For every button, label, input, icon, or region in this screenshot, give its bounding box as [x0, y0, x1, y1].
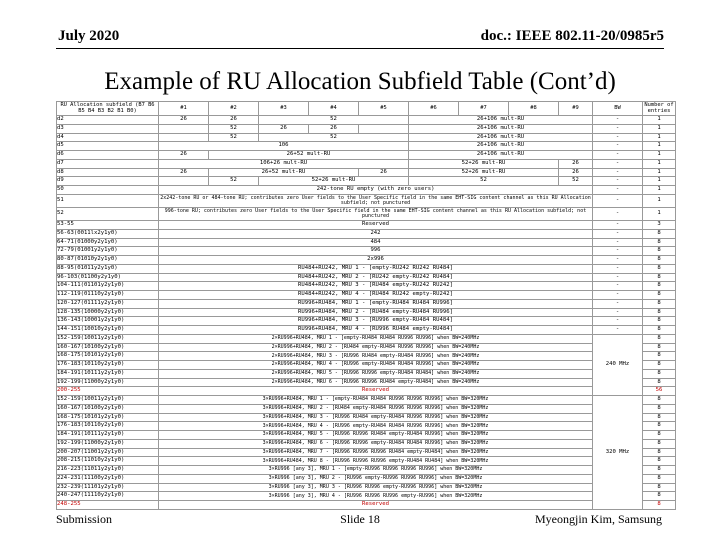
- ru-cell: 3×RU996+RU484, MRU 4 - [RU996 empty-RU484 RU484 RU996 RU996] when BW=320MHz: [159, 422, 593, 431]
- row-key: 248-255: [57, 501, 159, 510]
- table-row: [57, 308, 676, 317]
- row-key: 200-207(11001y2y1y0): [57, 448, 159, 457]
- entries-cell: 8: [643, 396, 676, 405]
- table-row: [57, 439, 676, 448]
- row-key: 50: [57, 186, 159, 195]
- entries-cell: 1: [643, 168, 676, 177]
- table-row: [57, 151, 676, 160]
- row-key: 96-103(01100y2y1y0): [57, 273, 159, 282]
- ru-cell: 106+26 mult-RU: [159, 159, 409, 168]
- table-row: [57, 466, 676, 475]
- row-key: 152-159(10011y2y1y0): [57, 396, 159, 405]
- entries-cell: 8: [643, 431, 676, 440]
- table-row: [57, 492, 676, 501]
- table-row: [57, 238, 676, 247]
- entries-cell: 8: [643, 466, 676, 475]
- ru-cell: 3×RU996 [any 3], MRU 4 - [RU996 RU996 RU996 empty-RU996] when BW=320MHz: [159, 492, 593, 501]
- ru-cell: Reserved: [159, 221, 593, 230]
- table-row: [57, 177, 676, 186]
- row-key: d6: [57, 151, 159, 160]
- bw-cell: -: [593, 308, 643, 317]
- ru-cell: 996: [159, 247, 593, 256]
- allocation-grid: [56, 101, 676, 510]
- table-row: [57, 317, 676, 326]
- row-key: 192-199(11000y2y1y0): [57, 378, 159, 387]
- bw-cell: -: [593, 142, 643, 151]
- entries-cell: 8: [643, 282, 676, 291]
- entries-cell: 1: [643, 159, 676, 168]
- entries-cell: 8: [643, 326, 676, 335]
- ru-cell: 26+106 mult-RU: [409, 142, 593, 151]
- table-row: [57, 326, 676, 335]
- header-key: RU Allocation subfield (B7 B6 B5 B4 B3 B2 B1 B0): [57, 102, 159, 116]
- table-row: [57, 142, 676, 151]
- table-row: [57, 256, 676, 265]
- ru-cell: 26: [259, 124, 309, 133]
- entries-cell: 8: [643, 492, 676, 501]
- row-key: 208-215(11010y2y1y0): [57, 457, 159, 466]
- ru-cell: 2×RU996+RU484, MRU 1 - [empty-RU484 RU484 RU996 RU996] when BW=240MHz: [159, 334, 593, 343]
- slide-title: Example of RU Allocation Subfield Table (Cont’d): [104, 68, 616, 95]
- table-row: [57, 396, 676, 405]
- bw-cell: -: [593, 264, 643, 273]
- row-key: 104-111(01101y2y1y0): [57, 282, 159, 291]
- table-row: [57, 159, 676, 168]
- bw-cell: -: [593, 282, 643, 291]
- row-key: 192-199(11000y2y1y0): [57, 439, 159, 448]
- bw-cell: -: [593, 151, 643, 160]
- ru-cell: Reserved: [159, 387, 593, 396]
- footer-slide-number: Slide 18: [340, 512, 380, 526]
- ru-cell: 996-tone RU; contributes zero User fields to the User Specific field in the same EHT-SIG content channel as this RU Allocation subfield; not punctured: [159, 207, 593, 220]
- header-ru-1: #1: [159, 102, 209, 116]
- table-row: [57, 133, 676, 142]
- row-key: 120-127(01111y2y1y0): [57, 299, 159, 308]
- table-row: [57, 282, 676, 291]
- row-key: 80-87(01010y2y1y0): [57, 256, 159, 265]
- entries-cell: 1: [643, 177, 676, 186]
- header-ru-2: #2: [209, 102, 259, 116]
- bw-cell: -: [593, 194, 643, 207]
- row-key: 88-95(01011y2y1y0): [57, 264, 159, 273]
- entries-cell: 8: [643, 247, 676, 256]
- ru-cell: 2×RU996+RU484, MRU 6 - [RU996 RU996 RU484 empty-RU484] when BW=240MHz: [159, 378, 593, 387]
- entries-cell: 8: [643, 229, 676, 238]
- ru-cell: 2×RU996+RU484, MRU 3 - [RU996 RU484 empty-RU484 RU996] when BW=240MHz: [159, 352, 593, 361]
- ru-cell: 52+26 mult-RU: [259, 177, 409, 186]
- ru-cell: 52: [209, 133, 259, 142]
- bw-cell: -: [593, 238, 643, 247]
- table-row: [57, 457, 676, 466]
- table-row: [57, 124, 676, 133]
- ru-cell: [359, 124, 409, 133]
- entries-cell: 8: [643, 264, 676, 273]
- row-key: d4: [57, 133, 159, 142]
- table-row: [57, 404, 676, 413]
- row-key: 216-223(11011y2y1y0): [57, 466, 159, 475]
- row-key: 136-143(10001y2y1y0): [57, 317, 159, 326]
- table-row: [57, 343, 676, 352]
- table-row: [57, 378, 676, 387]
- footer-author: Myeongjin Kim, Samsung: [534, 512, 662, 526]
- entries-cell: 1: [643, 186, 676, 195]
- entries-cell: 56: [643, 387, 676, 396]
- ru-cell: 52: [209, 177, 259, 186]
- ru-cell: 52: [409, 177, 559, 186]
- bw-cell: -: [593, 168, 643, 177]
- table-row: [57, 501, 676, 510]
- ru-cell: 26: [159, 168, 209, 177]
- entries-cell: 3: [643, 221, 676, 230]
- entries-cell: 8: [643, 256, 676, 265]
- row-key: 51: [57, 194, 159, 207]
- row-key: 168-175(10101y2y1y0): [57, 352, 159, 361]
- row-key: 112-119(01110y2y1y0): [57, 291, 159, 300]
- entries-cell: 1: [643, 207, 676, 220]
- entries-cell: 1: [643, 151, 676, 160]
- ru-cell: RU484+RU242, MRU 3 - [RU484 empty-RU242 RU242]: [159, 282, 593, 291]
- bw-cell: -: [593, 256, 643, 265]
- row-key: d3: [57, 124, 159, 133]
- ru-cell: [159, 177, 209, 186]
- row-key: d8: [57, 168, 159, 177]
- entries-cell: 1: [643, 133, 676, 142]
- entries-cell: 8: [643, 448, 676, 457]
- row-key: 200-255: [57, 387, 159, 396]
- table-row: [57, 422, 676, 431]
- ru-cell: 3×RU996+RU484, MRU 3 - [RU996 RU484 empty-RU484 RU996 RU996] when BW=320MHz: [159, 413, 593, 422]
- table-row: [57, 207, 676, 220]
- ru-cell: [159, 124, 209, 133]
- ru-cell: RU484+RU242, MRU 2 - [RU242 empty-RU242 RU484]: [159, 273, 593, 282]
- ru-cell: RU996+RU484, MRU 4 - [RU996 RU484 empty-RU484]: [159, 326, 593, 335]
- ru-cell: 3×RU996 [any 3], MRU 2 - [RU996 empty-RU996 RU996 RU996] when BW=320MHz: [159, 474, 593, 483]
- table-row: [57, 186, 676, 195]
- ru-cell: RU996+RU484, MRU 1 - [empty-RU484 RU484 RU996]: [159, 299, 593, 308]
- row-key: 64-71(01000y2y1y0): [57, 238, 159, 247]
- table-row: [57, 299, 676, 308]
- table-row: [57, 361, 676, 370]
- row-key: 240-247(11110y2y1y0): [57, 492, 159, 501]
- ru-cell: 26: [559, 159, 593, 168]
- table-row: [57, 194, 676, 207]
- table-row: [57, 431, 676, 440]
- entries-cell: 8: [643, 404, 676, 413]
- ru-cell: 26: [159, 151, 209, 160]
- table-row: [57, 413, 676, 422]
- ru-cell: 484: [159, 238, 593, 247]
- bw-cell: -: [593, 221, 643, 230]
- bw-cell: -: [593, 186, 643, 195]
- table-row: [57, 229, 676, 238]
- ru-cell: 26: [309, 124, 359, 133]
- ru-cell: 26+52 mult-RU: [209, 168, 359, 177]
- ru-cell: 3×RU996+RU484, MRU 6 - [RU996 RU996 empty-RU484 RU484 RU996] when BW=320MHz: [159, 439, 593, 448]
- entries-cell: 1: [643, 142, 676, 151]
- bw-cell-240: 240 MHz: [593, 334, 643, 395]
- table-row: [57, 334, 676, 343]
- ru-cell: 26+106 mult-RU: [409, 133, 593, 142]
- row-key: 184-191(10111y2y1y0): [57, 369, 159, 378]
- ru-cell: 3×RU996+RU484, MRU 7 - [RU996 RU996 RU996 RU484 empty-RU484] when BW=320MHz: [159, 448, 593, 457]
- entries-cell: 8: [643, 291, 676, 300]
- table-row: [57, 247, 676, 256]
- table-row: [57, 483, 676, 492]
- ru-cell: 52: [259, 116, 409, 125]
- bw-cell: -: [593, 124, 643, 133]
- bw-cell: -: [593, 177, 643, 186]
- ru-cell: 2×RU996+RU484, MRU 5 - [RU996 RU996 empty-RU484 RU484] when BW=240MHz: [159, 369, 593, 378]
- ru-cell: 3×RU996+RU484, MRU 8 - [RU996 RU996 RU996 empty-RU484 RU484] when BW=320MHz: [159, 457, 593, 466]
- header-entries: Number of entries: [643, 102, 676, 116]
- entries-cell: 8: [643, 483, 676, 492]
- ru-cell: 26+52 mult-RU: [209, 151, 409, 160]
- row-key: d2: [57, 116, 159, 125]
- table-row: [57, 264, 676, 273]
- entries-cell: 8: [643, 439, 676, 448]
- entries-cell: 8: [643, 317, 676, 326]
- bw-cell: -: [593, 159, 643, 168]
- bw-cell: -: [593, 291, 643, 300]
- row-key: 56-63(0011lx2y1y0): [57, 229, 159, 238]
- ru-cell: 52+26 mult-RU: [409, 159, 559, 168]
- header-ru-4: #4: [309, 102, 359, 116]
- entries-cell: 8: [643, 369, 676, 378]
- row-key: d5: [57, 142, 159, 151]
- bw-cell: -: [593, 247, 643, 256]
- row-key: 128-135(10000y2y1y0): [57, 308, 159, 317]
- row-key: d9: [57, 177, 159, 186]
- ru-cell: 52: [259, 133, 409, 142]
- ru-cell: [159, 133, 209, 142]
- ru-cell: 52: [559, 177, 593, 186]
- ru-cell: 26: [559, 168, 593, 177]
- row-key: 160-167(10100y2y1y0): [57, 343, 159, 352]
- ru-cell: 3×RU996 [any 3], MRU 1 - [empty-RU996 RU996 RU996 RU996] when BW=320MHz: [159, 466, 593, 475]
- entries-cell: 8: [643, 501, 676, 510]
- row-key: 168-175(10101y2y1y0): [57, 413, 159, 422]
- row-key: 184-191(10111y2y1y0): [57, 431, 159, 440]
- bw-cell: -: [593, 116, 643, 125]
- entries-cell: 8: [643, 361, 676, 370]
- row-key: 160-167(10100y2y1y0): [57, 404, 159, 413]
- ru-cell: RU996+RU484, MRU 2 - [RU484 empty-RU484 RU996]: [159, 308, 593, 317]
- entries-cell: 1: [643, 116, 676, 125]
- entries-cell: 8: [643, 413, 676, 422]
- header-ru-6: #6: [409, 102, 459, 116]
- ru-cell: 26+106 mult-RU: [409, 151, 593, 160]
- ru-allocation-table: [56, 101, 675, 510]
- row-key: 152-159(10011y2y1y0): [57, 334, 159, 343]
- entries-cell: 8: [643, 308, 676, 317]
- ru-cell: 2×RU996+RU484, MRU 4 - [RU996 empty-RU484 RU484 RU996] when BW=240MHz: [159, 361, 593, 370]
- header-ru-7: #7: [459, 102, 509, 116]
- ru-cell: 3×RU996+RU484, MRU 1 - [empty-RU484 RU484 RU996 RU996 RU996] when BW=320MHz: [159, 396, 593, 405]
- entries-cell: 8: [643, 273, 676, 282]
- table-row: [57, 387, 676, 396]
- entries-cell: 8: [643, 352, 676, 361]
- ru-cell: 3×RU996 [any 3], MRU 3 - [RU996 RU996 empty-RU996 RU996] when BW=320MHz: [159, 483, 593, 492]
- row-key: 52: [57, 207, 159, 220]
- table-row: [57, 168, 676, 177]
- entries-cell: 8: [643, 238, 676, 247]
- header-ru-9: #9: [559, 102, 593, 116]
- row-key: 176-183(10110y2y1y0): [57, 361, 159, 370]
- entries-cell: 8: [643, 343, 676, 352]
- entries-cell: 8: [643, 474, 676, 483]
- header-ru-3: #3: [259, 102, 309, 116]
- bw-cell: -: [593, 299, 643, 308]
- ru-cell: 52+26 mult-RU: [409, 168, 559, 177]
- ru-cell: 3×RU996+RU484, MRU 5 - [RU996 RU996 RU484 empty-RU484 RU996] when BW=320MHz: [159, 431, 593, 440]
- header-rule: [56, 48, 664, 49]
- bw-cell: -: [593, 207, 643, 220]
- entries-cell: 1: [643, 124, 676, 133]
- ru-cell: 26+106 mult-RU: [409, 124, 593, 133]
- table-row: [57, 273, 676, 282]
- ru-cell: RU996+RU484, MRU 3 - [RU996 empty-RU484 RU484]: [159, 317, 593, 326]
- ru-cell: 26: [159, 116, 209, 125]
- bw-cell: -: [593, 326, 643, 335]
- table-row: [57, 116, 676, 125]
- row-key: 72-79(01001y2y1y0): [57, 247, 159, 256]
- row-key: 176-183(10110y2y1y0): [57, 422, 159, 431]
- ru-cell: 242-tone RU empty (with zero users): [159, 186, 593, 195]
- row-key: 224-231(11100y2y1y0): [57, 474, 159, 483]
- header-ru-8: #8: [509, 102, 559, 116]
- ru-cell: Reserved: [159, 501, 593, 510]
- entries-cell: 8: [643, 378, 676, 387]
- header-doc-id: doc.: IEEE 802.11-20/0985r5: [480, 28, 664, 44]
- bw-cell: -: [593, 317, 643, 326]
- ru-cell: 2×RU996+RU484, MRU 2 - [RU484 empty-RU484 RU996 RU996] when BW=240MHz: [159, 343, 593, 352]
- entries-cell: 1: [643, 194, 676, 207]
- header-bw: BW: [593, 102, 643, 116]
- bw-cell: -: [593, 229, 643, 238]
- ru-cell: 26+106 mult-RU: [409, 116, 593, 125]
- bw-cell: -: [593, 273, 643, 282]
- ru-cell: 2x996: [159, 256, 593, 265]
- entries-cell: 8: [643, 334, 676, 343]
- ru-cell: 2x242-tone RU or 484-tone RU; contributes zero User fields to the User Specific field in the same EHT-SIG content channel as this RU Allocation subfield; not punctured: [160, 194, 591, 206]
- table-row: [57, 448, 676, 457]
- ru-cell: 106: [159, 142, 409, 151]
- header-date: July 2020: [58, 28, 120, 44]
- entries-cell: 8: [643, 457, 676, 466]
- bw-cell-320: 320 MHz: [593, 396, 643, 510]
- table-row: [57, 369, 676, 378]
- ru-cell: RU484+RU242, MRU 4 - [RU484 RU242 empty-RU242]: [159, 291, 593, 300]
- header-ru-5: #5: [359, 102, 409, 116]
- ru-cell: 242: [159, 229, 593, 238]
- row-key: 53-55: [57, 221, 159, 230]
- table-row: [57, 221, 676, 230]
- table-row: [57, 291, 676, 300]
- ru-cell: 26: [359, 168, 409, 177]
- footer-submission: Submission: [56, 512, 113, 526]
- row-key: 144-151(10010y2y1y0): [57, 326, 159, 335]
- table-header-row: [57, 102, 676, 116]
- row-key: d7: [57, 159, 159, 168]
- ru-cell: RU484+RU242, MRU 1 - [empty-RU242 RU242 RU484]: [159, 264, 593, 273]
- table-row: [57, 352, 676, 361]
- ru-cell: 26: [209, 116, 259, 125]
- entries-cell: 8: [643, 299, 676, 308]
- row-key: 232-239(11101y2y1y0): [57, 483, 159, 492]
- ru-cell: 3×RU996+RU484, MRU 2 - [RU484 empty-RU484 RU996 RU996 RU996] when BW=320MHz: [159, 404, 593, 413]
- entries-cell: 8: [643, 422, 676, 431]
- ru-cell: 52: [209, 124, 259, 133]
- table-row: [57, 474, 676, 483]
- bw-cell: -: [593, 133, 643, 142]
